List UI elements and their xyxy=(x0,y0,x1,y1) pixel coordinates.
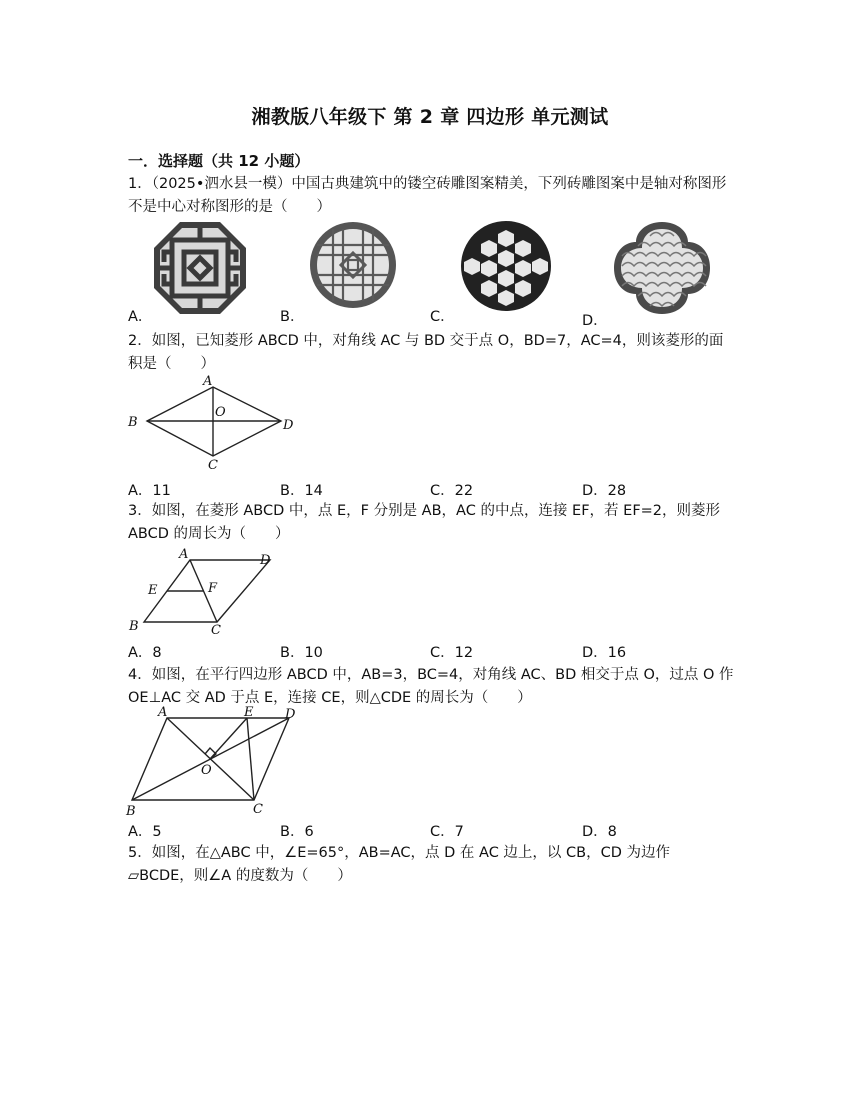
q4-label-c: C xyxy=(253,802,263,817)
q4-label-o: O xyxy=(201,763,212,778)
q4-label-e: E xyxy=(244,705,254,720)
q2-options xyxy=(128,479,734,499)
q2-label-d: D xyxy=(283,418,294,433)
q2-label-o: O xyxy=(215,405,226,420)
q4-label-b: B xyxy=(126,804,136,818)
q3-rhombus-figure xyxy=(124,544,284,636)
q2-option-b[interactable]: B．14 xyxy=(280,483,323,499)
q4-option-a[interactable]: A．5 xyxy=(128,824,162,840)
q3-label-f: F xyxy=(208,581,218,596)
q1-image-c xyxy=(456,220,556,312)
q3-label-d: D xyxy=(260,553,271,568)
q1-image-a xyxy=(150,218,250,318)
q4-parallelogram-figure xyxy=(124,704,304,818)
q2-label-a: A xyxy=(203,374,213,389)
q4-option-c[interactable]: C．7 xyxy=(430,824,464,840)
q2-label-c: C xyxy=(208,458,218,473)
q1-options xyxy=(128,305,734,329)
question-1-text: 1．（2025•泗水县一模）中国古典建筑中的镂空砖雕图案精美，下列砖雕图案中是轴对称图形不是中心对称图形的是（ ） xyxy=(128,176,727,215)
q2-label-b: B xyxy=(128,415,138,430)
q1-image-b xyxy=(303,220,403,310)
question-5-text: 5．如图，在△ABC 中，∠E=65°，AB=AC，点 D 在 AC 边上，以 CB，CD 为边作▱BCDE，则∠A 的度数为（ ） xyxy=(128,845,671,884)
q1-option-a[interactable]: A． xyxy=(128,309,153,325)
question-3-text: 3．如图，在菱形 ABCD 中，点 E，F 分别是 AB，AC 的中点，连接 EF，若 EF=2，则菱形 ABCD 的周长为（ ） xyxy=(128,503,721,542)
q4-option-b[interactable]: B．6 xyxy=(280,824,314,840)
q1-option-d[interactable]: D． xyxy=(582,313,608,329)
q3-option-b[interactable]: B．10 xyxy=(280,645,323,661)
q3-label-a: A xyxy=(179,547,189,562)
q3-label-c: C xyxy=(211,623,221,636)
section-heading: 一．选择题（共 12 小题） xyxy=(128,152,310,170)
q2-option-a[interactable]: A．11 xyxy=(128,483,171,499)
q3-label-b: B xyxy=(129,619,139,634)
q4-option-d[interactable]: D．8 xyxy=(582,824,617,840)
q3-option-d[interactable]: D．16 xyxy=(582,645,627,661)
question-2-text: 2．如图，已知菱形 ABCD 中，对角线 AC 与 BD 交于点 O，BD=7，AC=4，则该菱形的面积是（ ） xyxy=(128,333,724,372)
q3-option-c[interactable]: C．12 xyxy=(430,645,474,661)
q4-label-a: A xyxy=(158,705,168,720)
q2-rhombus-figure xyxy=(124,372,304,474)
question-4-text: 4．如图，在平行四边形 ABCD 中，AB=3，BC=4，对角线 AC、BD 相交于点 O，过点 O 作 OE⊥AC 交 AD 于点 E，连接 CE，则△CDE 的周长为（ ） xyxy=(128,667,734,706)
q2-option-c[interactable]: C．22 xyxy=(430,483,474,499)
q4-label-d: D xyxy=(285,707,296,722)
q3-option-a[interactable]: A．8 xyxy=(128,645,162,661)
q3-options xyxy=(128,641,734,661)
q4-options xyxy=(128,820,734,840)
q1-option-b[interactable]: B． xyxy=(280,309,305,325)
page-title: 湘教版八年级下 第 2 章 四边形 单元测试 xyxy=(251,106,609,128)
q2-option-d[interactable]: D．28 xyxy=(582,483,627,499)
q1-option-c[interactable]: C． xyxy=(430,309,455,325)
q3-label-e: E xyxy=(148,583,158,598)
